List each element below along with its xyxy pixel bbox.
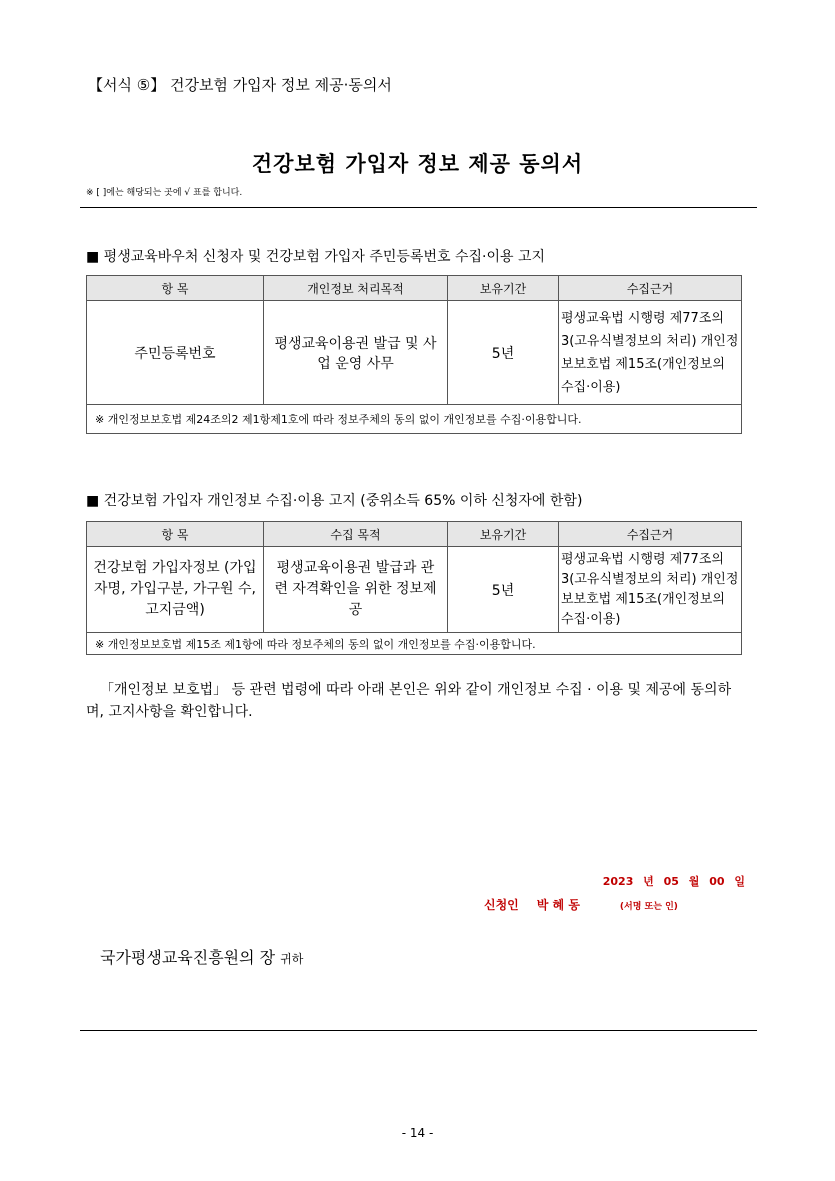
section1-basis: 평생교육법 시행령 제77조의3(고유식별정보의 처리) 개인정보보호법 제15조(개인정보의 수집·이용)	[559, 301, 742, 405]
applicant-name: 박 혜 동	[536, 898, 580, 912]
section2-table	[86, 521, 742, 655]
section1-period: 5년	[448, 301, 559, 405]
addressee-suffix: 귀하	[280, 952, 304, 966]
section2-header-purpose: 수집 목적	[264, 522, 448, 547]
section1-header-basis: 수집근거	[559, 276, 742, 301]
consent-statement: 「개인정보 보호법」 등 관련 법령에 따라 아래 본인은 위와 같이 개인정보 수집 · 이용 및 제공에 동의하며, 고지사항을 확인합니다.	[86, 682, 732, 720]
document-title: 건강보험 가입자 정보 제공 동의서	[251, 152, 584, 176]
section2-basis: 평생교육법 시행령 제77조의3(고유식별정보의 처리) 개인정보보호법 제15조(개인정보의 수집·이용)	[559, 547, 742, 633]
section1-table	[86, 275, 742, 434]
addressee	[100, 945, 303, 968]
section2-period: 5년	[448, 547, 559, 633]
section2-item: 건강보험 가입자정보 (가입자명, 가입구분, 가구원 수, 고지금액)	[87, 547, 264, 633]
section2-heading: ■ 건강보험 가입자 개인정보 수집·이용 고지 (중위소득 65% 이하 신청자에 한함)	[86, 493, 583, 509]
section2-header-item: 항 목	[87, 522, 264, 547]
top-divider	[80, 207, 757, 208]
signature-label: (서명 또는 인)	[619, 902, 678, 912]
section1-header-purpose: 개인정보 처리목적	[264, 276, 448, 301]
section2-purpose: 평생교육이용권 발급과 관련 자격확인을 위한 정보제공	[264, 547, 448, 633]
checkbox-note: ※ [ ]에는 해당되는 곳에 √ 표를 합니다.	[86, 188, 243, 198]
applicant-signature-line	[484, 896, 678, 913]
section1-note: ※ 개인정보보호법 제24조의2 제1항제1호에 따라 정보주체의 동의 없이 개인정보를 수집·이용합니다.	[87, 405, 742, 434]
form-label: 【서식 ⑤】 건강보험 가입자 정보 제공·동의서	[88, 76, 392, 94]
section2-header-period: 보유기간	[448, 522, 559, 547]
bottom-divider	[80, 1030, 757, 1031]
section2-note: ※ 개인정보보호법 제15조 제1항에 따라 정보주체의 동의 없이 개인정보를 수집·이용합니다.	[87, 633, 742, 655]
page-number: - 14 -	[401, 1126, 434, 1140]
section2-header-basis: 수집근거	[559, 522, 742, 547]
section1-purpose: 평생교육이용권 발급 및 사업 운영 사무	[264, 301, 448, 405]
addressee-name: 국가평생교육진흥원의 장	[100, 948, 276, 967]
section1-item: 주민등록번호	[87, 301, 264, 405]
section1-header-item: 항 목	[87, 276, 264, 301]
consent-date: 2023 년 05 월 00 일	[602, 875, 745, 888]
section1-heading: ■ 평생교육바우처 신청자 및 건강보험 가입자 주민등록번호 수집·이용 고지	[86, 249, 545, 265]
section1-header-period: 보유기간	[448, 276, 559, 301]
applicant-label: 신청인	[484, 898, 519, 912]
